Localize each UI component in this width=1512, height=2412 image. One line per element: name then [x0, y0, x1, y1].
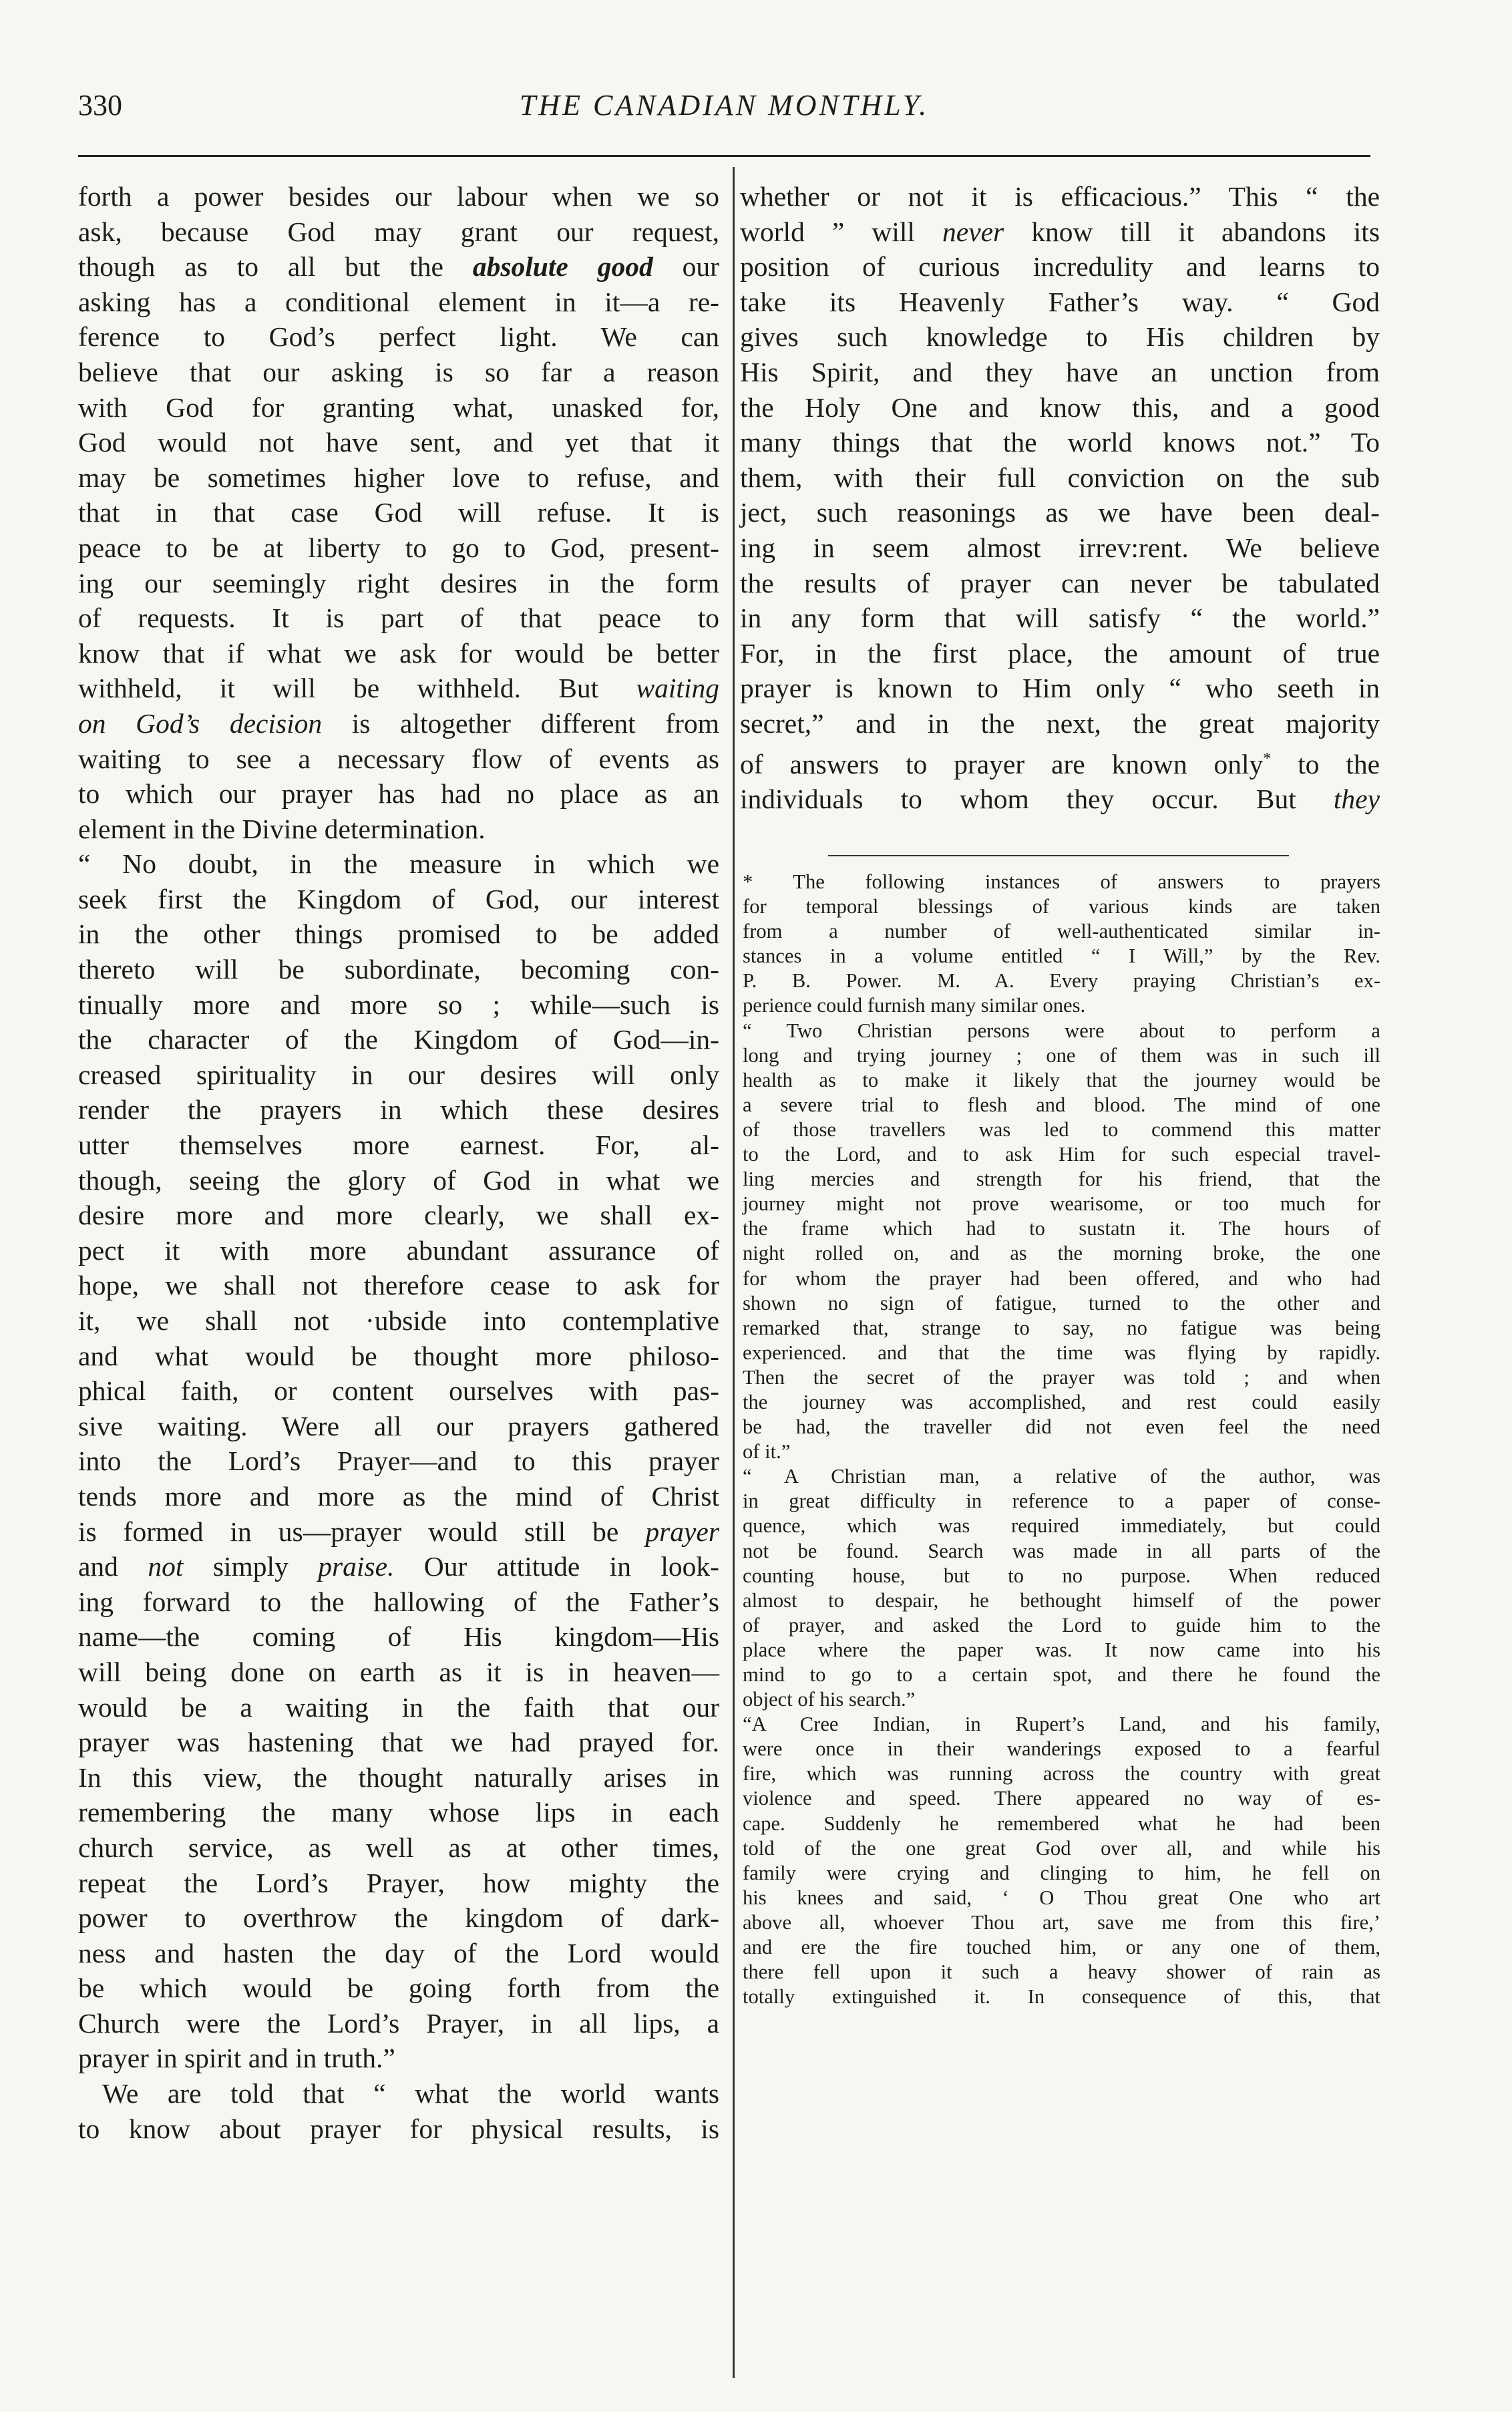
- text-run: individuals to whom they occur. But: [740, 783, 1334, 814]
- text-line: the Holy One and know this, and a good: [740, 391, 1380, 423]
- text-line: into the Lord’s Prayer—and to this prayer: [78, 1445, 719, 1477]
- text-line: thereto will be subordinate, becoming con-: [78, 954, 719, 985]
- text-line: Then the secret of the prayer was told ; and when: [743, 1365, 1380, 1389]
- text-line: [740, 214, 1380, 250]
- text-line: and what would be thought more philoso-: [78, 1340, 719, 1371]
- text-line: long and trying journey ; one of them was in such ill: [743, 1043, 1380, 1067]
- text-line: prayer in spirit and in truth.”: [78, 2043, 395, 2074]
- text-line: sive waiting. Were all our prayers gathered: [78, 1410, 719, 1441]
- text-line: there fell upon it such a heavy shower of rain as: [743, 1960, 1380, 1984]
- text-line: desire more and more clearly, we shall ex-: [78, 1200, 719, 1231]
- text-run-italic: absolute good: [472, 251, 653, 283]
- text-line: seek first the Kingdom of God, our interest: [78, 883, 719, 914]
- text-line: [740, 782, 1380, 817]
- text-run-italic: not: [148, 1551, 184, 1582]
- text-line: name—the coming of His kingdom—His: [78, 1621, 719, 1653]
- text-line: secret,” and in the next, the great majority: [740, 707, 1380, 739]
- running-title: THE CANADIAN MONTHLY.: [519, 89, 930, 122]
- text-line: ference to God’s perfect light. We can: [78, 321, 719, 353]
- page-header: [78, 88, 1370, 142]
- left-paragraph-1: [78, 179, 719, 846]
- text-line: repeat the Lord’s Prayer, how mighty the: [78, 1867, 719, 1898]
- text-line: pect it with more abundant assurance of: [78, 1234, 719, 1266]
- text-line: mind to go to a certain spot, and there he found the: [743, 1663, 1380, 1686]
- text-line: tends more and more as the mind of Christ: [78, 1480, 719, 1512]
- footnote-story-paper: [743, 1464, 1380, 1712]
- text-line: to know about prayer for physical results, is: [78, 2113, 719, 2144]
- text-line: be had, the traveller did not even feel the need: [743, 1415, 1380, 1439]
- text-line: position of curious incredulity and learns to: [740, 251, 1380, 283]
- text-line: ing in seem almost irrev:rent. We believe: [740, 532, 1380, 563]
- text-line: For, in the first place, the amount of true: [740, 637, 1380, 669]
- text-line: journey might not prove wearisome, or too much for: [743, 1192, 1380, 1216]
- text-line: would be a waiting in the faith that our: [78, 1691, 719, 1723]
- text-line: gives such knowledge to His children by: [740, 321, 1380, 353]
- text-line: prayer was hastening that we had prayed for.: [78, 1727, 719, 1758]
- text-run-italic: praise.: [318, 1551, 395, 1582]
- text-line: of it.”: [743, 1440, 791, 1463]
- footnote-marker: *: [1263, 749, 1272, 767]
- text-line: God would not have sent, and yet that it: [78, 427, 719, 458]
- text-run: withheld, it will be withheld. But: [78, 673, 636, 704]
- text-run: and: [78, 1551, 148, 1582]
- text-line: * The following instances of answers to prayers: [743, 870, 1380, 893]
- text-line: the results of prayer can never be tabulated: [740, 567, 1380, 598]
- text-line: tinually more and more so ; while—such is: [78, 989, 719, 1020]
- text-run-italic: never: [942, 216, 1004, 247]
- text-run-italic: on God’s decision: [78, 707, 323, 739]
- right-paragraph-1: [740, 179, 1380, 817]
- text-line: ing forward to the hallowing of the Father’s: [78, 1586, 719, 1617]
- text-run: know till it abandons its: [1004, 216, 1380, 247]
- text-line: for temporal blessings of various kinds are taken: [743, 895, 1380, 918]
- text-line: [78, 706, 719, 741]
- text-line: shown no sign of fatigue, turned to the other and: [743, 1291, 1380, 1315]
- text-line: quence, which was required immediately, but could: [743, 1514, 1380, 1538]
- text-line: P. B. Power. M. A. Every praying Christian’s ex-: [743, 969, 1380, 993]
- text-line: church service, as well as at other times,: [78, 1832, 719, 1863]
- left-column: [78, 179, 719, 2146]
- text-line: His Spirit, and they have an unction from: [740, 356, 1380, 387]
- text-line: a severe trial to flesh and blood. The mind of one: [743, 1093, 1380, 1116]
- text-line: perience could furnish many similar ones.: [743, 994, 1086, 1017]
- text-line: “ No doubt, in the measure in which we: [78, 848, 719, 880]
- text-line: stances in a volume entitled “ I Will,” by the Rev.: [743, 944, 1380, 968]
- text-line: [740, 741, 1380, 782]
- text-line: [78, 249, 719, 285]
- text-line: and ere the fire touched him, or any one of them,: [743, 1936, 1380, 1959]
- text-line: the character of the Kingdom of God—in-: [78, 1024, 719, 1055]
- text-line: totally extinguished it. In consequence of this, that: [743, 1985, 1380, 2009]
- text-run: to the: [1271, 748, 1380, 780]
- text-line: experienced. and that the time was flying by rapidly.: [743, 1341, 1380, 1364]
- text-line: night rolled on, and as the morning broke, the one: [743, 1242, 1380, 1265]
- text-line: render the prayers in which these desires: [78, 1094, 719, 1126]
- text-line: remembering the many whose lips in each: [78, 1797, 719, 1828]
- text-line: for whom the prayer had been offered, and who had: [743, 1266, 1380, 1290]
- text-line: phical faith, or content ourselves with pas-: [78, 1375, 719, 1407]
- text-line: family were crying and clinging to him, he fell on: [743, 1861, 1380, 1884]
- text-line: utter themselves more earnest. For, al-: [78, 1130, 719, 1161]
- text-line: counting house, but to no purpose. When reduced: [743, 1564, 1380, 1587]
- text-line: violence and speed. There appeared no way of es-: [743, 1787, 1380, 1810]
- text-line: object of his search.”: [743, 1688, 916, 1711]
- text-line: cape. Suddenly he remembered what he had been: [743, 1812, 1380, 1835]
- text-run: ask, because God may grant our request,: [78, 216, 719, 247]
- text-line: in any form that will satisfy “ the world.”: [740, 602, 1380, 634]
- text-line: “A Cree Indian, in Rupert’s Land, and his family,: [743, 1713, 1380, 1736]
- text-line: them, with their full conviction on the sub: [740, 462, 1380, 493]
- column-divider: [733, 167, 735, 2378]
- left-paragraph-3: [78, 2076, 719, 2146]
- text-run: simply: [183, 1551, 319, 1582]
- right-column: [740, 179, 1380, 817]
- text-line: know that if what we ask for would be better: [78, 637, 719, 669]
- text-line: will being done on earth as it is in heaven—: [78, 1656, 719, 1687]
- text-line: to which our prayer has had no place as an: [78, 778, 719, 810]
- text-line: ling mercies and strength for his friend, that the: [743, 1168, 1380, 1191]
- text-line: believe that our asking is so far a reason: [78, 356, 719, 387]
- text-line: take its Heavenly Father’s way. “ God: [740, 286, 1380, 317]
- text-line: it, we shall not ·ubside into contemplative: [78, 1305, 719, 1336]
- text-line: with God for granting what, unasked for,: [78, 391, 719, 423]
- left-paragraph-2: [78, 846, 719, 2076]
- text-line: We are told that “ what the world wants: [102, 2078, 719, 2109]
- text-line: asking has a conditional element in it—a re-: [78, 286, 719, 317]
- text-line: to the Lord, and to ask Him for such especial travel-: [743, 1143, 1380, 1166]
- text-line: element in the Divine determination.: [78, 813, 486, 844]
- text-line: of requests. It is part of that peace to: [78, 602, 719, 634]
- text-line: though, seeing the glory of God in what we: [78, 1164, 719, 1196]
- text-line: [78, 1549, 719, 1584]
- text-line: in great difficulty in reference to a paper of conse-: [743, 1490, 1380, 1513]
- text-line: not be found. Search was made in all parts of the: [743, 1539, 1380, 1562]
- text-line: creased spirituality in our desires will only: [78, 1059, 719, 1090]
- text-line: above all, whoever Thou art, save me from this fire,’: [743, 1910, 1380, 1934]
- footnote-story-fire: [743, 1712, 1380, 2009]
- text-line: “ Two Christian persons were about to perform a: [743, 1019, 1380, 1042]
- text-line: whether or not it is efficacious.” This “ the: [740, 181, 1380, 212]
- text-line: may be sometimes higher love to refuse, and: [78, 462, 719, 493]
- footnote-block: [743, 870, 1380, 2009]
- text-line: the frame which had to sustatn it. The hours of: [743, 1217, 1380, 1240]
- text-line: be which would be going forth from the: [78, 1972, 719, 2004]
- text-line: “ A Christian man, a relative of the author, was: [743, 1465, 1380, 1488]
- text-run: is formed in us—prayer would still be: [78, 1516, 646, 1547]
- text-run: our: [652, 251, 719, 283]
- text-line: Church were the Lord’s Prayer, in all lips, a: [78, 2007, 719, 2039]
- text-line: many things that the world knows not.” To: [740, 427, 1380, 458]
- text-run-italic: prayer: [645, 1516, 719, 1547]
- text-run: is altogether different from: [322, 707, 719, 739]
- text-line: [78, 214, 719, 250]
- text-line: [78, 671, 719, 706]
- text-line: remarked that, strange to say, no fatigue was being: [743, 1316, 1380, 1339]
- text-line: almost to despair, he bethought himself of the power: [743, 1588, 1380, 1612]
- text-run-italic: waiting: [636, 673, 719, 704]
- text-line: that in that case God will refuse. It is: [78, 497, 719, 528]
- text-run: though as to all but the: [78, 251, 473, 283]
- text-line: of prayer, and asked the Lord to guide him to the: [743, 1613, 1380, 1636]
- text-line: the journey was accomplished, and rest could easily: [743, 1390, 1380, 1413]
- footnote-intro: [743, 870, 1380, 1019]
- header-rule: [78, 155, 1370, 157]
- text-line: were once in their wanderings exposed to a fearful: [743, 1737, 1380, 1761]
- text-run: Our attitude in look-: [394, 1551, 719, 1582]
- text-line: hope, we shall not therefore cease to ask for: [78, 1270, 719, 1301]
- text-line: place where the paper was. It now came into his: [743, 1638, 1380, 1661]
- text-line: of those travellers was led to commend this matter: [743, 1117, 1380, 1141]
- text-line: peace to be at liberty to go to God, present-: [78, 532, 719, 563]
- text-line: power to overthrow the kingdom of dark-: [78, 1902, 719, 1934]
- footnote-story-journey: [743, 1019, 1380, 1465]
- text-line: in the other things promised to be added: [78, 918, 719, 950]
- text-line: forth a power besides our labour when we so: [78, 181, 719, 212]
- text-line: [78, 1514, 719, 1550]
- text-line: his knees and said, ‘ O Thou great One who art: [743, 1886, 1380, 1909]
- text-run: of answers to prayer are known only: [740, 748, 1264, 780]
- footnote-rule: [828, 855, 1289, 856]
- text-run: world ” will: [740, 216, 943, 247]
- text-line: In this view, the thought naturally arises in: [78, 1761, 719, 1793]
- text-line: ing our seemingly right desires in the form: [78, 567, 719, 598]
- text-line: waiting to see a necessary flow of events as: [78, 743, 719, 774]
- page-number: 330: [78, 89, 122, 122]
- text-line: from a number of well-authenticated similar in-: [743, 920, 1380, 943]
- text-line: told of the one great God over all, and while his: [743, 1836, 1380, 1860]
- text-line: prayer is known to Him only “ who seeth in: [740, 673, 1380, 704]
- text-line: fire, which was running across the country with great: [743, 1762, 1380, 1785]
- text-line: ject, such reasonings as we have been deal-: [740, 497, 1380, 528]
- text-line: health as to make it likely that the journey would be: [743, 1068, 1380, 1091]
- text-run-italic: they: [1333, 783, 1380, 814]
- text-line: ness and hasten the day of the Lord would: [78, 1937, 719, 1968]
